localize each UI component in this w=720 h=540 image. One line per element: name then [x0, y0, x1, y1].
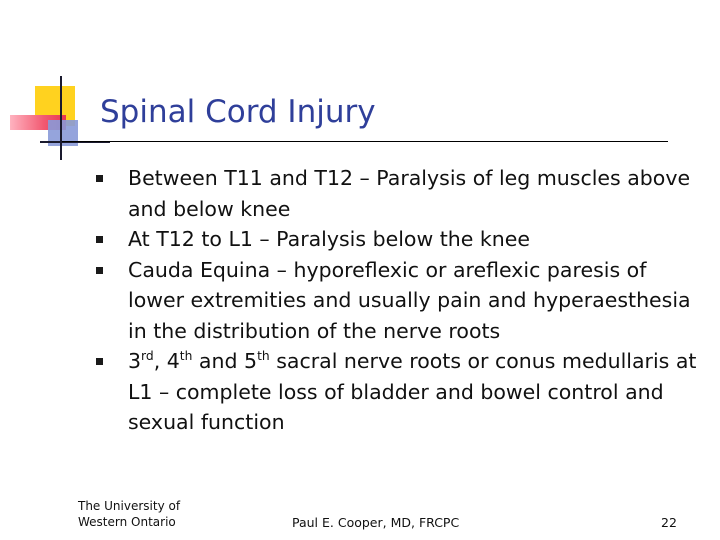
page-number: 22: [661, 515, 677, 530]
bullet-item: [94, 255, 694, 347]
ordinal-suffix: rd: [141, 349, 154, 364]
bullet-text: Between T11 and T12 – Paralysis of leg muscles above and below knee: [128, 166, 691, 221]
footer-institution: [78, 498, 180, 530]
bullet-text-segment: 3: [128, 349, 142, 373]
square-bullet-icon: [96, 358, 103, 365]
decorative-vertical-line: [60, 76, 62, 160]
square-bullet-icon: [96, 267, 103, 274]
title-underline: [62, 141, 668, 142]
ordinal-suffix: th: [179, 349, 193, 364]
footer-institution-line: The University of: [78, 499, 181, 513]
bullet-text: [128, 346, 698, 438]
bullet-text-segment: , 4: [153, 349, 180, 373]
bullet-text: At T12 to L1 – Paralysis below the knee: [128, 227, 530, 251]
square-bullet-icon: [96, 236, 103, 243]
bullet-text-segment: and 5: [192, 349, 258, 373]
bullet-item: [94, 163, 694, 224]
ordinal-suffix: th: [257, 349, 270, 364]
bullet-item: [94, 224, 694, 255]
footer-author: Paul E. Cooper, MD, FRCPC: [292, 515, 460, 530]
bullet-text: Cauda Equina – hyporeflexic or areflexic paresis of lower extremities and usually pain and hyperaesthesia in the distribution of the nerve roots: [128, 257, 691, 343]
bullet-item: [94, 346, 697, 438]
bullet-text-segment: sacral nerve roots or conus medullaris at L1 – complete loss of bladder and bowel control and sexual function: [128, 349, 697, 434]
square-bullet-icon: [96, 175, 103, 182]
bullet-list: [94, 163, 697, 438]
slide-title: Spinal Cord Injury: [100, 94, 376, 130]
footer-institution-line: Western Ontario: [78, 515, 176, 529]
